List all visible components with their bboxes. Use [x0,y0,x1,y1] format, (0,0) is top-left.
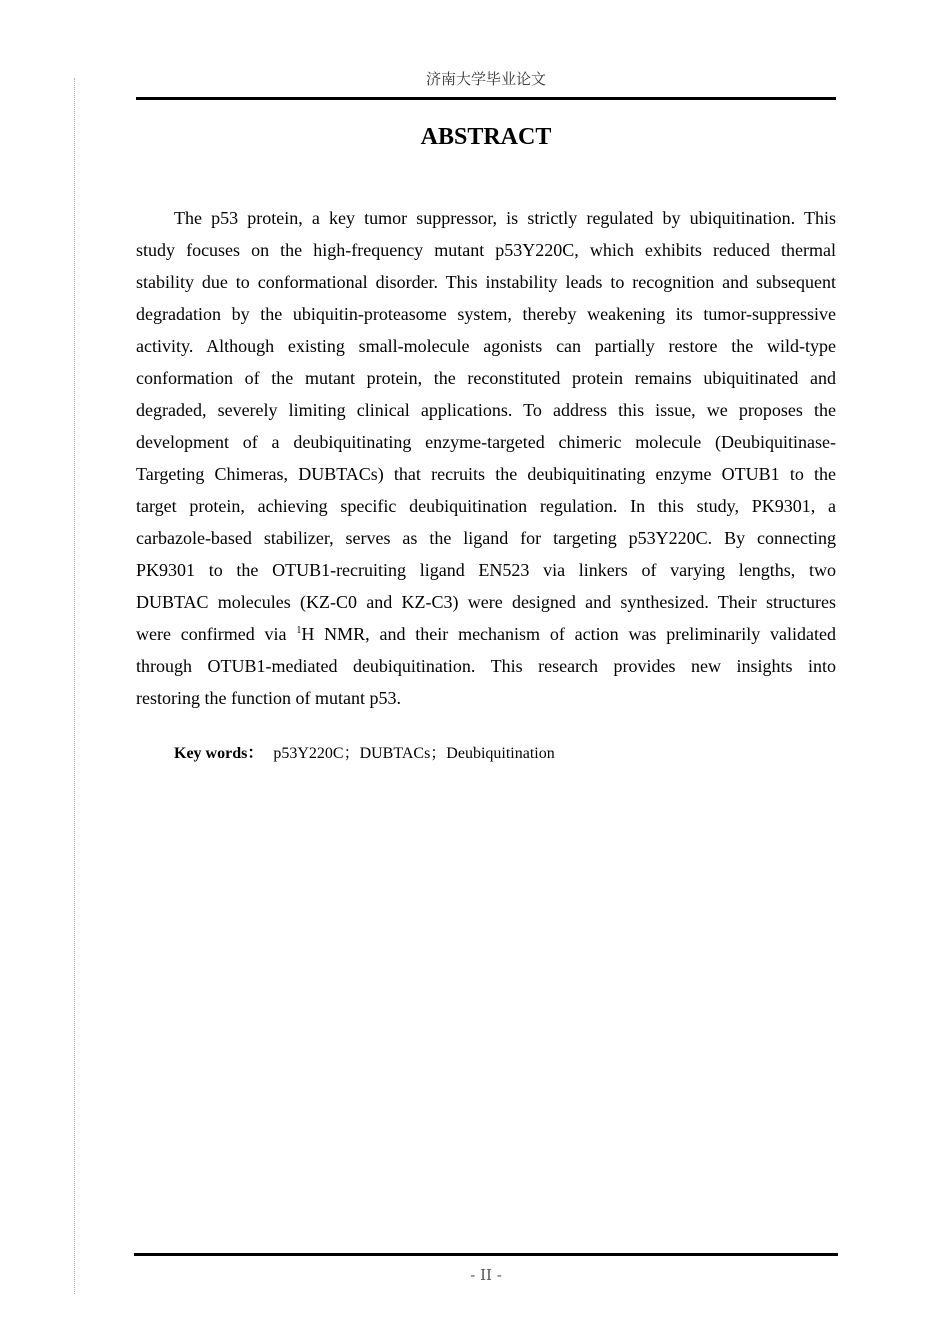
abstract-line: conformation of the mutant protein, the reconstituted protein remains ubiquitinated and [136,368,836,388]
abstract-line: development of a deubiquitinating enzyme-targeted chimeric molecule (Deubiquitinase- [136,432,836,452]
abstract-line: study focuses on the high-frequency mutant p53Y220C, which exhibits reduced thermal [136,240,836,260]
running-header: 济南大学毕业论文 [425,70,546,88]
superscript: 1 [296,625,302,636]
abstract-line: carbazole-based stabilizer, serves as the ligand for targeting p53Y220C. By connecting [136,528,836,548]
text: were confirmed via [136,624,297,644]
binding-margin-line [74,78,75,1294]
abstract-line: Targeting Chimeras, DUBTACs) that recruits the deubiquitinating enzyme OTUB1 to the [136,464,836,484]
page-number: - II - [470,1266,502,1284]
abstract-body [136,202,836,714]
keywords [174,740,555,763]
abstract-line: target protein, achieving specific deubiquitination regulation. In this study, PK9301, a [136,496,836,516]
abstract-line: restoring the function of mutant p53. [136,688,401,708]
abstract-line: activity. Although existing small-molecule agonists can partially restore the wild-type [136,336,836,356]
abstract-line: degraded, severely limiting clinical applications. To address this issue, we proposes the [136,400,836,420]
keywords-label: Key words： [174,745,264,762]
text: H NMR, and their mechanism of action was preliminarily validated [301,624,836,644]
keywords-value: p53Y220C；DUBTACs；Deubiquitination [273,745,555,762]
footer-rule [134,1253,838,1256]
abstract-line: degradation by the ubiquitin-proteasome system, thereby weakening its tumor-suppressive [136,304,836,324]
abstract-line: The p53 protein, a key tumor suppressor, is strictly regulated by ubiquitination. This [174,208,836,228]
abstract-line: stability due to conformational disorder. This instability leads to recognition and subsequent [136,272,836,292]
abstract-line: DUBTAC molecules (KZ-C0 and KZ-C3) were designed and synthesized. Their structures [136,592,836,612]
abstract-line: PK9301 to the OTUB1-recruiting ligand EN523 via linkers of varying lengths, two [136,560,836,580]
abstract-line-nmr [136,618,836,650]
header-rule [136,97,836,100]
abstract-line: through OTUB1-mediated deubiquitination. This research provides new insights into [136,656,836,676]
page-title: ABSTRACT [420,124,552,150]
